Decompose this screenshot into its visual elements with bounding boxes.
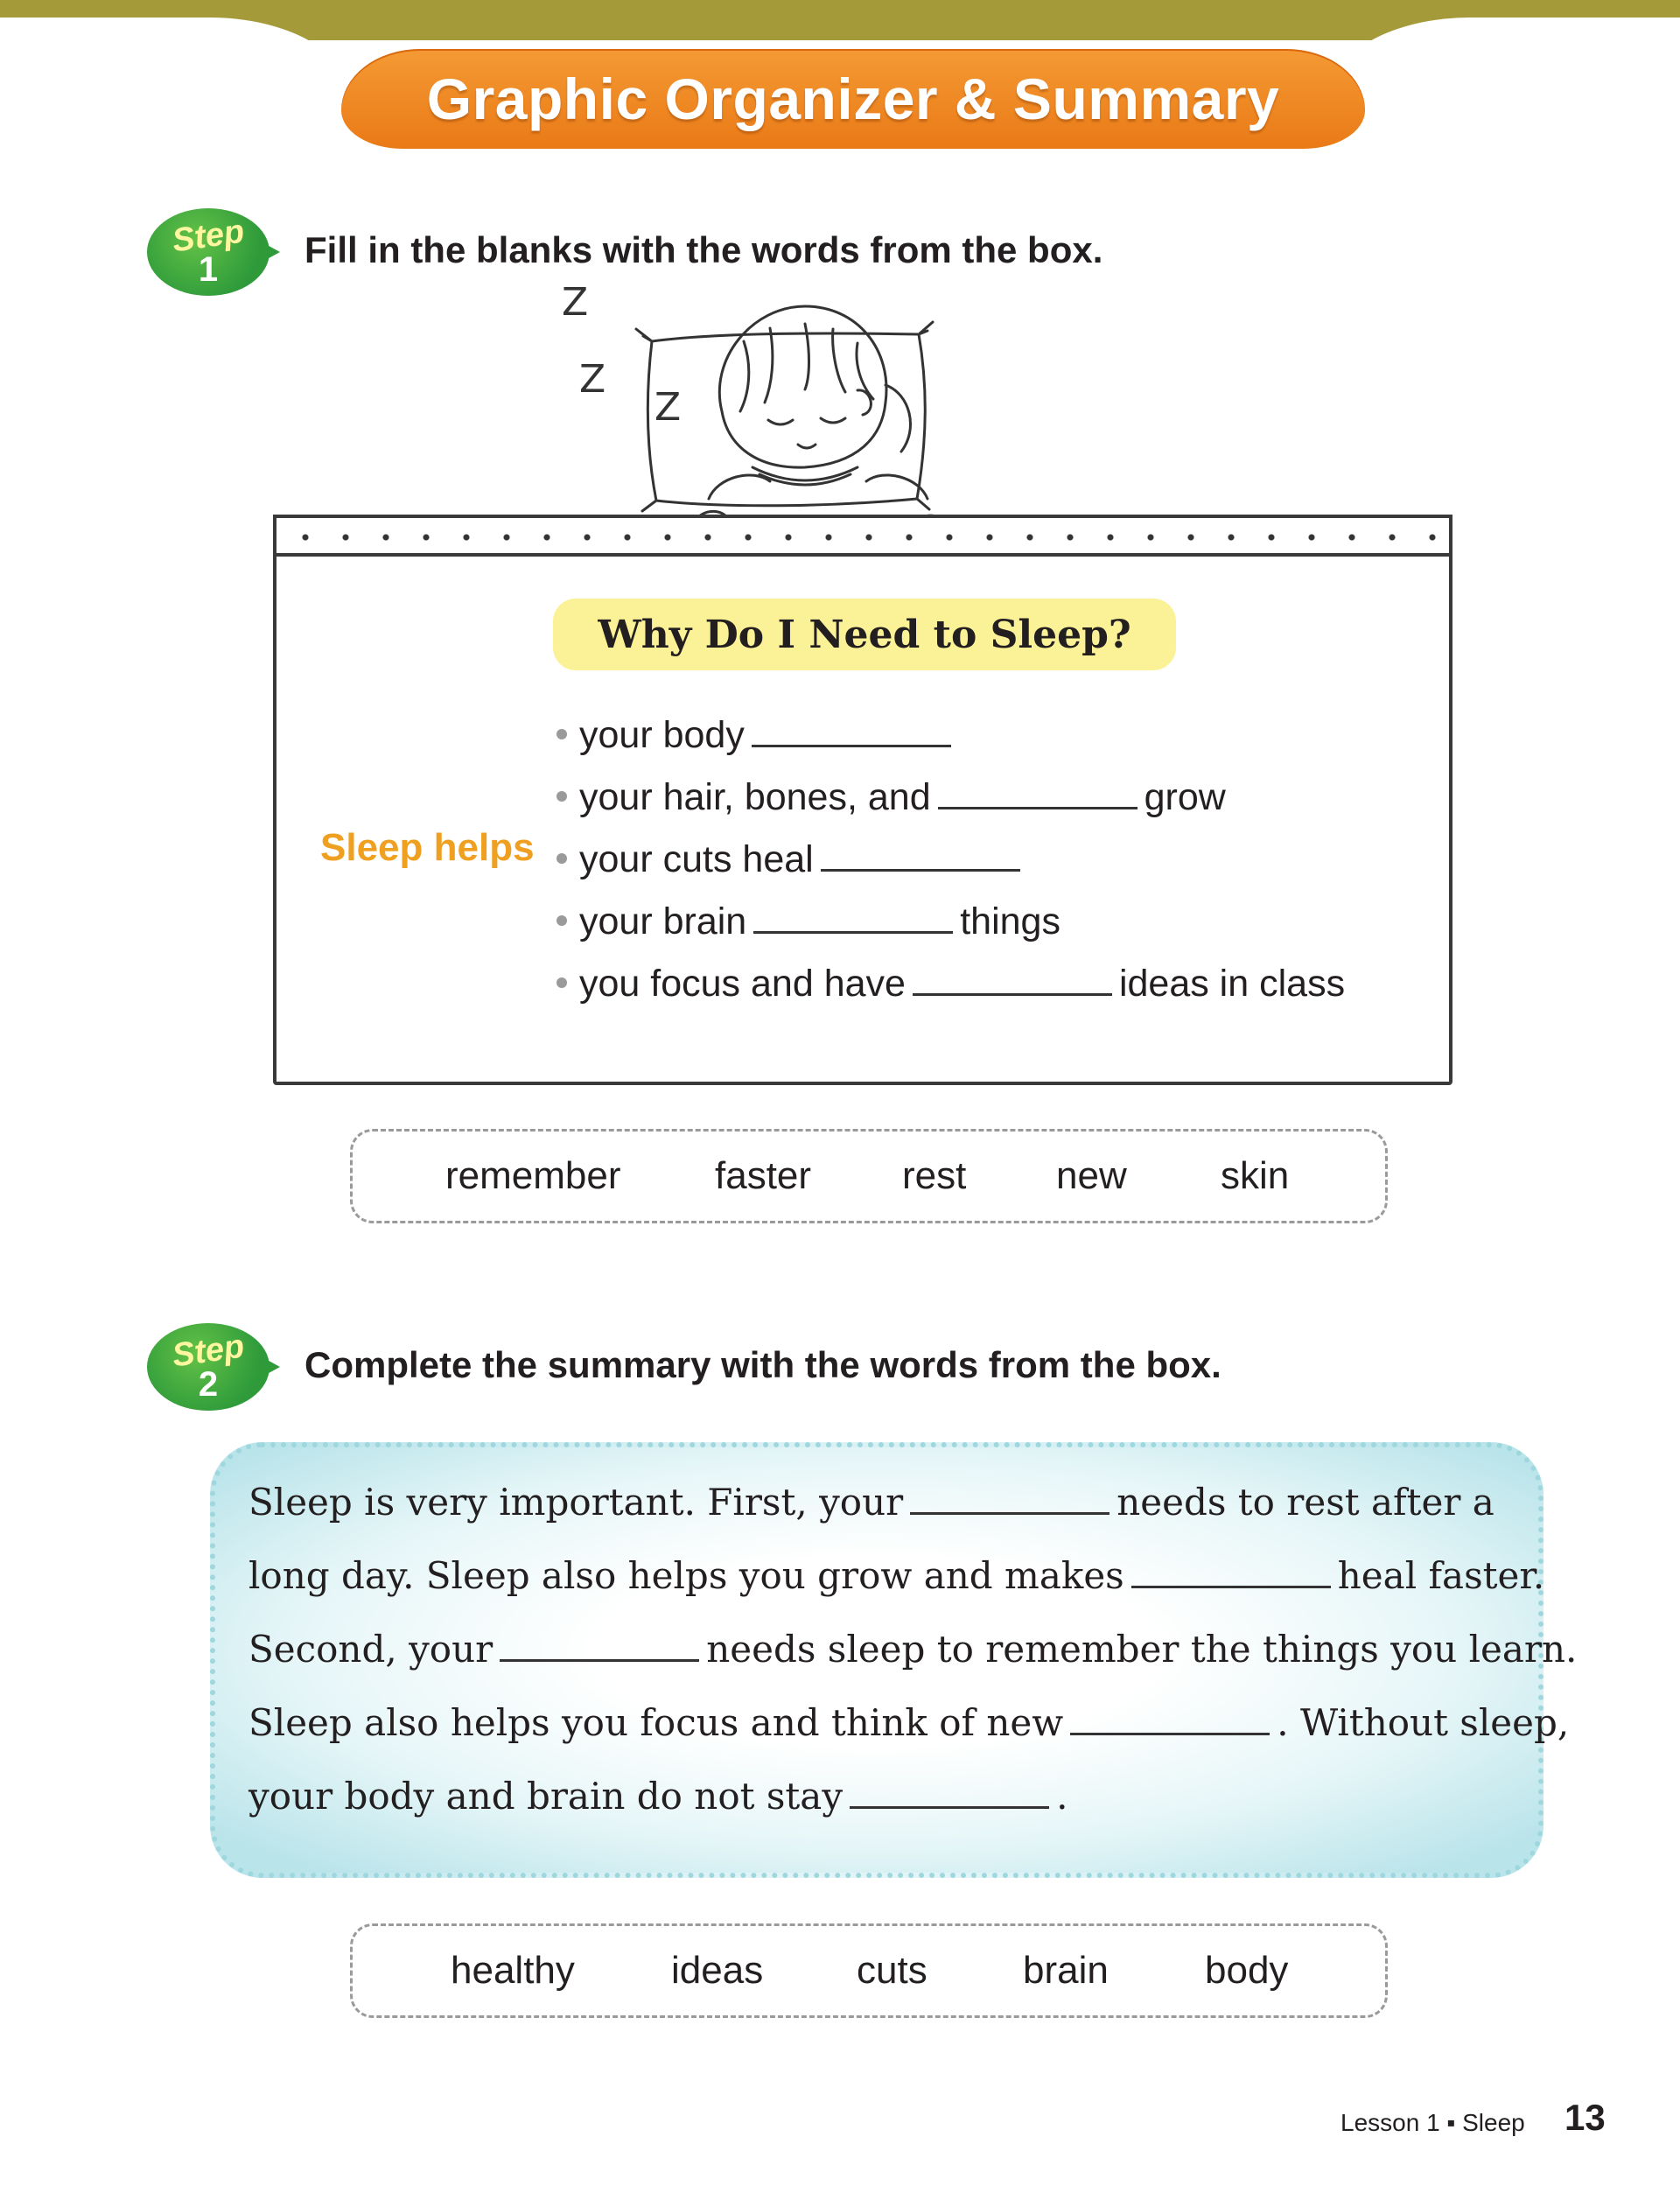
list-item: you focus and have ideas in class [556,957,1345,1019]
page-number: 13 [1564,2097,1606,2138]
fill-in-blank[interactable] [1070,1726,1270,1735]
fill-in-blank[interactable] [850,1799,1049,1809]
fill-in-blank[interactable] [500,1652,699,1662]
list-item: your cuts heal [556,833,1345,895]
summary-line: Second, your needs sleep to remember the things you learn. [248,1628,1578,1671]
word-option: body [1205,1949,1289,1992]
list-item: your body [556,709,1345,771]
bullet-icon [556,853,567,864]
list-item: your hair, bones, and grow [556,771,1345,833]
step-2-word-box [350,1923,1388,2018]
word-option: cuts [857,1949,928,1992]
organizer-side-label: Sleep helps [320,826,535,869]
word-option: ideas [671,1949,764,1992]
step-1-badge [147,208,270,296]
bullet-icon [556,977,567,988]
snore-letter: Z [562,280,589,325]
page-title: Graphic Organizer & Summary [426,67,1280,131]
snore-letter: Z [579,357,606,402]
title-banner [341,49,1365,149]
organizer-blanket-strip [273,515,1452,557]
word-option: brain [1023,1949,1109,1992]
bullet-icon [556,791,567,802]
word-option: rest [902,1154,967,1197]
word-option: skin [1221,1154,1290,1197]
fill-in-blank[interactable] [938,800,1138,809]
fill-in-blank[interactable] [913,986,1112,996]
word-option: faster [715,1154,812,1197]
step-badge-word: Step [170,213,247,260]
fill-in-blank[interactable] [1131,1579,1331,1588]
word-option: remember [445,1154,621,1197]
fill-in-blank[interactable] [821,862,1020,872]
fill-in-blank[interactable] [752,738,951,747]
step-badge-number: 2 [198,1365,219,1404]
bullet-icon [556,915,567,926]
step-2-instruction: Complete the summary with the words from the box. [304,1344,1222,1385]
snore-letter: Z [654,385,682,430]
bullet-icon [556,729,567,739]
step-badge-word: Step [170,1328,247,1375]
summary-line: your body and brain do not stay . [248,1775,1068,1818]
summary-line: Sleep also helps you focus and think of new . Without sleep, [248,1701,1570,1744]
summary-line: Sleep is very important. First, your needs to rest after a [248,1481,1494,1524]
fill-in-blank[interactable] [753,924,953,934]
summary-line: long day. Sleep also helps you grow and makes heal faster. [248,1554,1545,1597]
organizer-list [556,709,1345,1019]
word-option: healthy [451,1949,575,1992]
list-item: your brain things [556,895,1345,957]
step-badge-number: 1 [198,250,219,289]
step-1-word-box [350,1129,1388,1223]
footer-lesson-label: Lesson 1 ▪ Sleep [1340,2109,1525,2136]
word-option: new [1056,1154,1127,1197]
step-2-badge [147,1323,270,1411]
step-1-instruction: Fill in the blanks with the words from the box. [304,229,1103,270]
fill-in-blank[interactable] [910,1505,1110,1515]
organizer-heading: Why Do I Need to Sleep? [553,599,1176,670]
